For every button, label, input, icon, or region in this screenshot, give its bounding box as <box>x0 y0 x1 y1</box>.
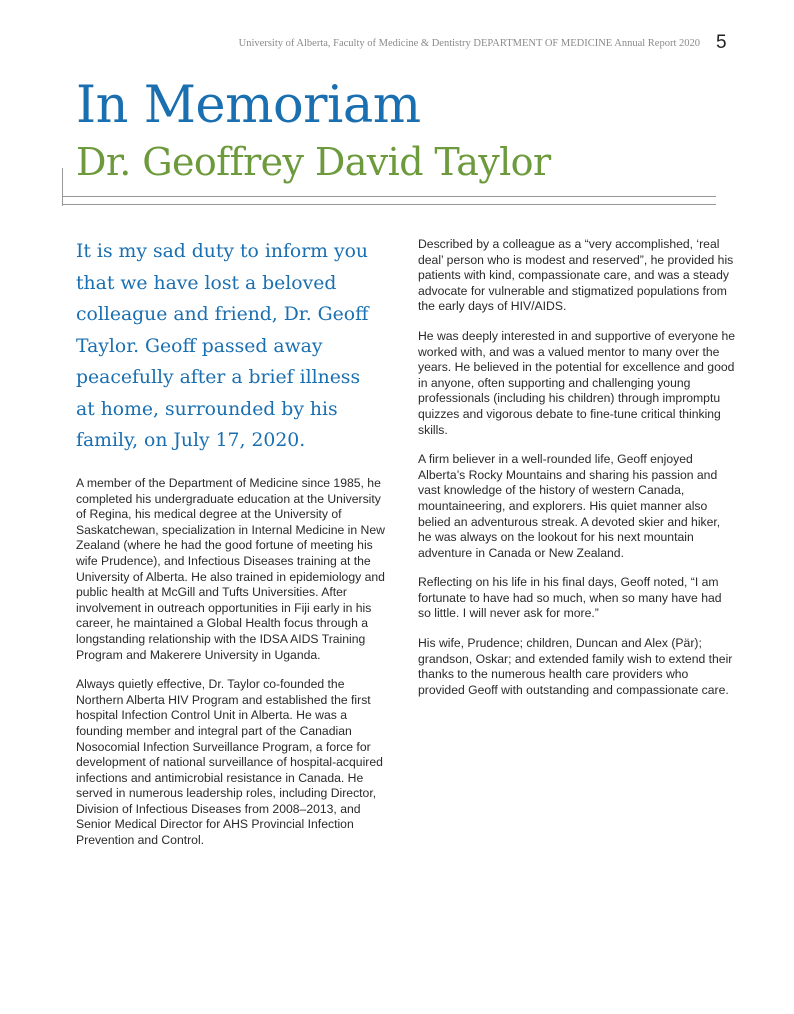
body-paragraph: Always quietly effective, Dr. Taylor co-founded the Northern Alberta HIV Program and established the first hospital Infection Control Unit in Alberta. He was a founding member and integral part of the Canadian Nosocomial Infection Surveillance Program, a force for development of national surveillance of hospital-acquired infections and antimicrobial resistance in Canada. He served in numerous leadership roles, including Director, Division of Infectious Diseases from 2008–2013, and Senior Medical Director for AHS Provincial Infection Prevention and Control. <box>76 677 383 848</box>
running-header: University of Alberta, Faculty of Medicine & Dentistry DEPARTMENT OF MEDICINE Annual Report 2020 <box>238 38 700 49</box>
lead-line: that we have lost a beloved <box>76 272 337 294</box>
lead-line: peacefully after a brief illness <box>76 367 361 388</box>
body-paragraph: Reflecting on his life in his final days, Geoff noted, “I am fortunate to have had so much, when so many have had so little. I will never ask for more.” <box>418 575 722 621</box>
left-column <box>76 476 388 863</box>
lead-line: It is my sad duty to inform you <box>76 241 368 262</box>
title-rule-top <box>62 196 716 197</box>
body-paragraph: Described by a colleague as a “very accomplished, ‘real deal’ person who is modest and reserved”, he provided his patients with kind, compassionate care, and was a steady advocate for vulnerable and stigmatized populations from the early days of HIV/AIDS. <box>418 237 734 314</box>
page-number: 5 <box>716 32 727 53</box>
body-paragraph: His wife, Prudence; children, Duncan and Alex (Pär); grandson, Oskar; and extended family wish to extend their thanks to the numerous health care providers who provided Geoff with outstanding and compassionate care. <box>418 636 733 697</box>
lead-line: at home, surrounded by his <box>76 398 338 420</box>
title-rule-bottom <box>62 204 716 205</box>
body-paragraph: A firm believer in a well-rounded life, Geoff enjoyed Alberta’s Rocky Mountains and sharing his passion and vast knowledge of the history of western Canada, mountaineering, and explorers. His quiet manner also belied an adventurous streak. A devoted skier and hiker, he was always on the lookout for his next mountain adventure in Canada or New Zealand. <box>418 452 721 560</box>
lead-line: family, on July 17, 2020. <box>76 430 306 451</box>
page-subtitle: Dr. Geoffrey David Taylor <box>76 140 551 184</box>
body-paragraph: A member of the Department of Medicine since 1985, he completed his undergraduate education at the University of Regina, his medical degree at the University of Saskatchewan, specialization in Internal Medicine in New Zealand (where he had the good fortune of meeting his wife Prudence), and Infectious Diseases training at the University of Alberta. He also trained in epidemiology and public health at McGill and Tufts Universities. After involvement in outreach opportunities in Fiji early in his career, he maintained a Global Health focus through a longstanding relationship with the IDSA AIDS Training Program and Makerere University in Uganda. <box>76 476 385 662</box>
lead-line: colleague and friend, Dr. Geoff <box>76 304 369 325</box>
lead-line: Taylor. Geoff passed away <box>76 335 323 357</box>
page-title: In Memoriam <box>76 76 421 135</box>
body-paragraph: He was deeply interested in and supportive of everyone he worked with, and was a valued mentor to many over the years. He believed in the potential for excellence and good in anyone, often supporting and challenging young professionals (including his children) through impromptu quizzes and vigorous debate to fine-tune critical thinking skills. <box>418 328 736 437</box>
lead-paragraph <box>76 236 396 457</box>
title-rule-vertical <box>62 168 63 206</box>
right-column <box>418 237 736 712</box>
